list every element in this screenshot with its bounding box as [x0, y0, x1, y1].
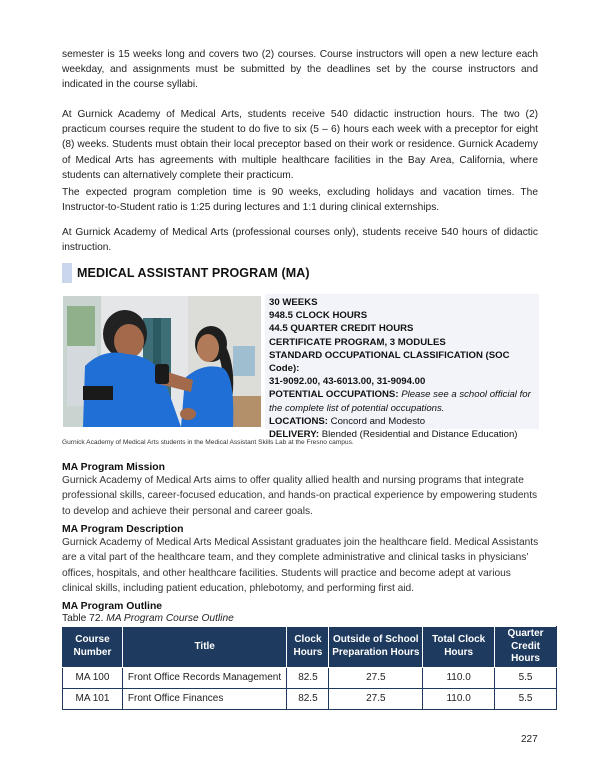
- cell-course-number: MA 100: [63, 667, 123, 688]
- page-number: 227: [521, 734, 538, 745]
- description-text: Gurnick Academy of Medical Arts Medical Assistant graduates join the healthcare field. Medical Assistants are a vital part of the healthcare team, and they complete administrative and clinical tasks in physicians’ offices, hospitals, and other healthcare facilities. Students will practice and become adept at various clinical skills, including patient education, phlebotomy, and performing first aid.: [62, 537, 539, 595]
- cell-clock-hours: 82.5: [287, 688, 329, 709]
- cell-total-hours: 110.0: [423, 688, 495, 709]
- section-heading: [62, 263, 310, 283]
- photo-illustration: [63, 296, 261, 427]
- info-soc-label: STANDARD OCCUPATIONAL CLASSIFICATION (SOC Code):: [269, 349, 510, 375]
- col-clock-hours: Clock Hours: [287, 627, 329, 668]
- course-outline-table: [62, 626, 557, 710]
- heading-accent-bar: [62, 263, 72, 283]
- col-credit-hours: Quarter Credit Hours: [495, 627, 557, 668]
- locations-value: Concord and Modesto: [330, 415, 426, 427]
- info-soc-codes: 31-9092.00, 43-6013.00, 31-9094.00: [269, 376, 426, 388]
- cell-clock-hours: 82.5: [287, 667, 329, 688]
- description-section: [62, 524, 542, 597]
- occupations-value: Please see a school official for the complete list of potential occupations.: [269, 389, 531, 414]
- photo-caption: Gurnick Academy of Medical Arts students in the Medical Assistant Skills Lab at the Fresno campus.: [62, 439, 354, 446]
- table-title: MA Program Course Outline: [106, 613, 234, 624]
- col-total-clock-hours: Total Clock Hours: [423, 627, 495, 668]
- occupations-label: POTENTIAL OCCUPATIONS:: [269, 389, 399, 401]
- cell-prep-hours: 27.5: [329, 688, 423, 709]
- cell-course-number: MA 101: [63, 688, 123, 709]
- cell-title: Front Office Finances: [122, 688, 287, 709]
- info-locations: [269, 415, 535, 428]
- outline-heading: MA Program Outline: [62, 601, 163, 612]
- table-header-row: [63, 627, 557, 668]
- students-photo: [63, 296, 261, 427]
- delivery-label: DELIVERY:: [269, 429, 320, 441]
- col-prep-hours: Outside of School Preparation Hours: [329, 627, 423, 668]
- cell-total-hours: 110.0: [423, 667, 495, 688]
- outline-section: [62, 601, 542, 625]
- description-heading: MA Program Description: [62, 524, 184, 535]
- program-info-box: [265, 294, 539, 441]
- mission-text: Gurnick Academy of Medical Arts aims to offer quality allied health and nursing programs that integrate professional skills, career-focused education, and hands-on practical experience by empowering students to develop and achieve their personal and career goals.: [62, 475, 538, 517]
- paragraph-semester: semester is 15 weeks long and covers two (2) courses. Course instructors will open a new lecture each weekday, and assignments must be submitted by the deadlines set by the course instructors and indicated in the course syllabi.: [62, 49, 538, 91]
- cell-credit-hours: 5.5: [495, 667, 557, 688]
- cell-prep-hours: 27.5: [329, 667, 423, 688]
- table-label: Table 72.: [62, 613, 104, 624]
- info-program-type: CERTIFICATE PROGRAM, 3 MODULES: [269, 336, 446, 348]
- info-clock-hours: 948.5 CLOCK HOURS: [269, 310, 368, 322]
- cell-title: Front Office Records Management: [122, 667, 287, 688]
- info-credit-hours: 44.5 QUARTER CREDIT HOURS: [269, 323, 414, 335]
- col-title: Title: [122, 627, 287, 668]
- info-weeks: 30 WEEKS: [269, 297, 318, 308]
- delivery-value: Blended (Residential and Distance Education): [321, 429, 518, 441]
- info-occupations: [269, 388, 535, 414]
- table-caption: [62, 612, 542, 625]
- mission-heading: MA Program Mission: [62, 462, 165, 473]
- table-row: [63, 688, 557, 709]
- col-course-number: Course Number: [63, 627, 123, 668]
- section-title: MEDICAL ASSISTANT PROGRAM (MA): [77, 266, 310, 280]
- paragraph-didactic-hours: At Gurnick Academy of Medical Arts, students receive 540 didactic instruction hours. The two (2) practicum courses require the student to do five to six (5 – 6) hours each week with a preceptor for eight (8) weeks. Students must obtain their local preceptor based on their work or residence. Gurnick Academy of Medical Arts has agreements with multiple healthcare facilities in the Bay Area, California, where students can alternatively complete their practicum.: [62, 109, 538, 181]
- paragraph-professional-courses: At Gurnick Academy of Medical Arts (professional courses only), students receive 540 hours of didactic instruction.: [62, 227, 538, 254]
- mission-section: [62, 462, 542, 519]
- table-row: [63, 667, 557, 688]
- locations-label: LOCATIONS:: [269, 415, 328, 427]
- paragraph-completion-time: The expected program completion time is 90 weeks, excluding holidays and vacation times. The Instructor-to-Student ratio is 1:25 during lectures and 1:1 during clinical externships.: [62, 187, 538, 214]
- cell-credit-hours: 5.5: [495, 688, 557, 709]
